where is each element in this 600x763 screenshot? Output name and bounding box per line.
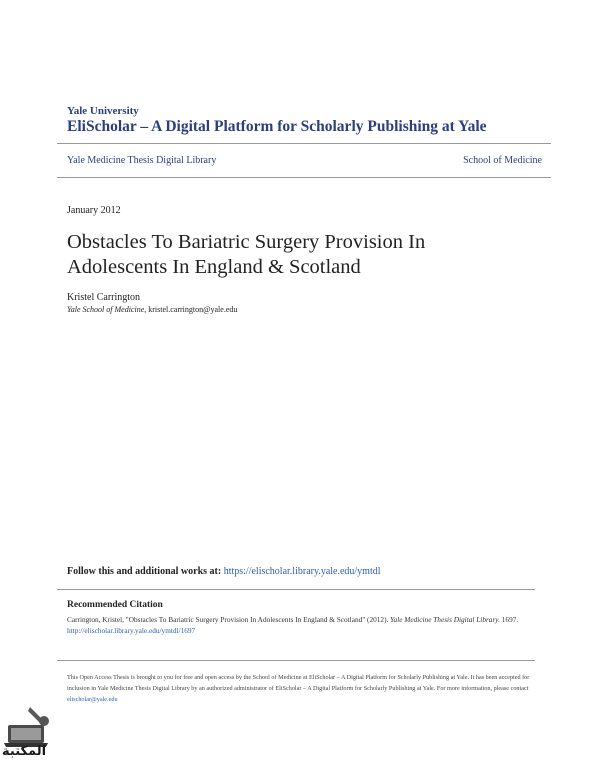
follow-line <box>67 566 381 577</box>
divider-note <box>57 660 535 661</box>
citation-block <box>67 614 537 636</box>
affiliation-separator: , <box>144 305 149 314</box>
publication-date: January 2012 <box>67 205 121 216</box>
citation-text: Carrington, Kristel, "Obstacles To Bariatric Surgery Provision In Adolescents In England & Scotland" (2012). <box>67 615 389 624</box>
divider-citation <box>57 589 535 590</box>
citation-url[interactable]: http://elischolar.library.yale.edu/ymtdl/1697 <box>67 626 196 635</box>
author-name: Kristel Carrington <box>67 292 141 303</box>
access-note-text: This Open Access Thesis is brought to you for free and open access by the School of Medicine at EliScholar – A Digital Platform for Scholarly Publishing at Yale. It has been accepted for inclusion in Yale Medicine Thesis Digital Library by an authorized administrator of EliScholar – A Digital Platform for Scholarly Publishing at Yale. For more information, please contact <box>67 674 530 692</box>
follow-link[interactable]: https://elischolar.library.yale.edu/ymtdl <box>223 566 381 577</box>
contact-email[interactable]: elischolar@yale.edu <box>67 696 118 703</box>
department-link[interactable]: School of Medicine <box>463 155 542 166</box>
collection-link[interactable]: Yale Medicine Thesis Digital Library <box>67 155 217 166</box>
author-affiliation <box>67 305 237 314</box>
divider-top <box>57 143 551 144</box>
affiliation-name: Yale School of Medicine <box>67 305 145 314</box>
citation-number: 1697. <box>501 615 519 624</box>
follow-label: Follow this and additional works at: <box>67 566 222 577</box>
document-title: Obstacles To Bariatric Surgery Provision In Adolescents In England & Scotland <box>67 231 426 278</box>
access-note <box>67 672 537 705</box>
watermark-text: المكتبة <box>2 744 47 759</box>
university-name: Yale University <box>67 105 139 117</box>
citation-heading: Recommended Citation <box>67 600 163 610</box>
divider-nav <box>57 177 551 178</box>
citation-series: Yale Medicine Thesis Digital Library. <box>390 615 500 624</box>
author-email[interactable]: kristel.carrington@yale.edu <box>148 305 238 314</box>
repository-title[interactable]: EliScholar – A Digital Platform for Scholarly Publishing at Yale <box>67 118 487 135</box>
